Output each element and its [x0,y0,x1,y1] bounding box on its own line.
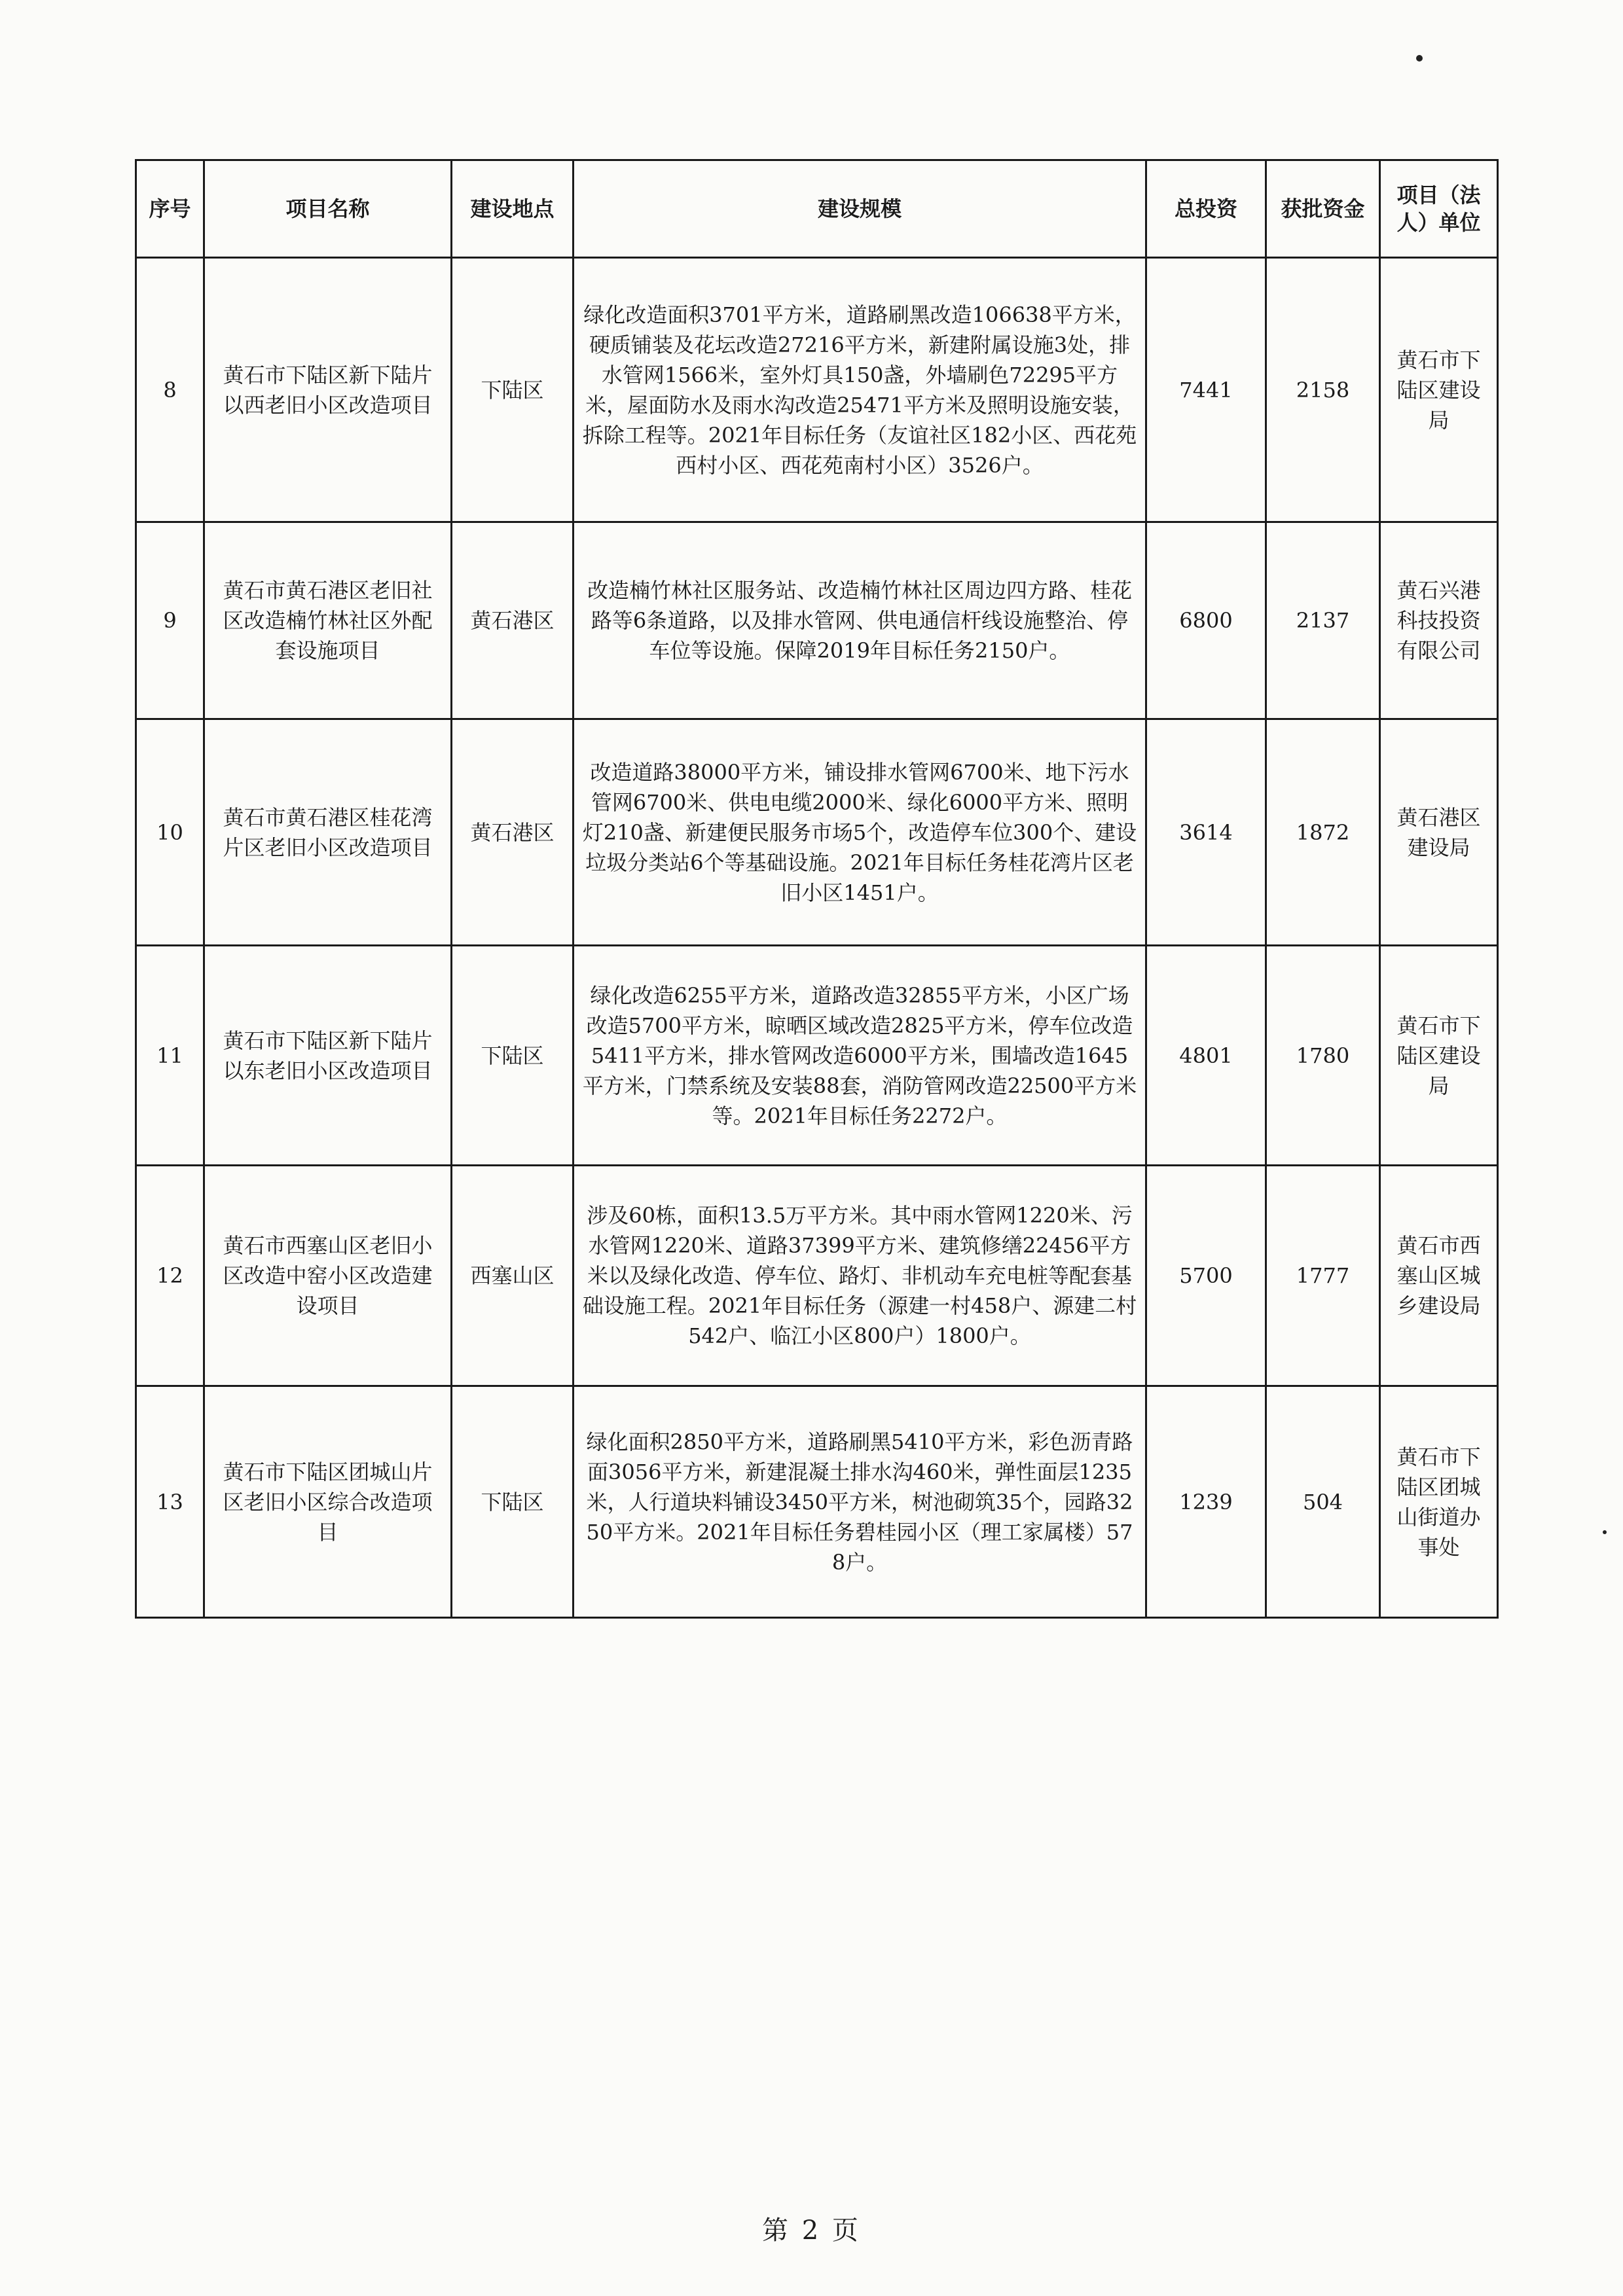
cell-location: 下陆区 [452,258,574,522]
cell-seq: 13 [136,1386,204,1618]
table-row [136,258,1498,522]
cell-name: 黄石市西塞山区老旧小区改造中窑小区改造建设项目 [204,1166,452,1386]
cell-location: 下陆区 [452,1386,574,1618]
cell-total: 1239 [1146,1386,1266,1618]
cell-name: 黄石市下陆区团城山片区老旧小区综合改造项目 [204,1386,452,1618]
cell-total: 6800 [1146,522,1266,719]
table-row [136,1166,1498,1386]
cell-unit: 黄石市下陆区建设局 [1380,258,1498,522]
cell-approved: 1777 [1266,1166,1380,1386]
cell-scale: 绿化改造6255平方米，道路改造32855平方米，小区广场改造5700平方米，晾晒区域改造2825平方米，停车位改造5411平方米，排水管网改造6000平方米，围墙改造1645平方米，门禁系统及安装88套，消防管网改造22500平方米等。2021年目标任务2272户。 [574,946,1146,1166]
cell-approved: 1780 [1266,946,1380,1166]
cell-unit: 黄石港区建设局 [1380,719,1498,946]
cell-name: 黄石市黄石港区桂花湾片区老旧小区改造项目 [204,719,452,946]
cell-approved: 2158 [1266,258,1380,522]
cell-seq: 11 [136,946,204,1166]
cell-name: 黄石市黄石港区老旧社区改造楠竹林社区外配套设施项目 [204,522,452,719]
header-total: 总投资 [1146,160,1266,258]
cell-approved: 1872 [1266,719,1380,946]
cell-scale: 绿化面积2850平方米，道路刷黑5410平方米，彩色沥青路面3056平方米，新建混凝土排水沟460米，弹性面层1235米，人行道块料铺设3450平方米，树池砌筑35个，园路3250平方米。2021年目标任务碧桂园小区（理工家属楼）578户。 [574,1386,1146,1618]
cell-unit: 黄石市下陆区建设局 [1380,946,1498,1166]
header-unit: 项目（法人）单位 [1380,160,1498,258]
header-row [136,160,1498,258]
cell-total: 5700 [1146,1166,1266,1386]
cell-location: 西塞山区 [452,1166,574,1386]
cell-total: 3614 [1146,719,1266,946]
cell-seq: 8 [136,258,204,522]
cell-total: 7441 [1146,258,1266,522]
cell-unit: 黄石市西塞山区城乡建设局 [1380,1166,1498,1386]
cell-scale: 绿化改造面积3701平方米，道路刷黑改造106638平方米，硬质铺装及花坛改造27216平方米，新建附属设施3处，排水管网1566米，室外灯具150盏，外墙刷色72295平方米，屋面防水及雨水沟改造25471平方米及照明设施安装，拆除工程等。2021年目标任务（友谊社区182小区、西花苑西村小区、西花苑南村小区）3526户。 [574,258,1146,522]
table-row [136,522,1498,719]
cell-scale: 改造楠竹林社区服务站、改造楠竹林社区周边四方路、桂花路等6条道路，以及排水管网、供电通信杆线设施整治、停车位等设施。保障2019年目标任务2150户。 [574,522,1146,719]
cell-total: 4801 [1146,946,1266,1166]
cell-unit: 黄石市下陆区团城山街道办事处 [1380,1386,1498,1618]
cell-location: 下陆区 [452,946,574,1166]
header-approved: 获批资金 [1266,160,1380,258]
header-scale: 建设规模 [574,160,1146,258]
scan-speck [1416,55,1423,62]
cell-seq: 10 [136,719,204,946]
cell-seq: 9 [136,522,204,719]
cell-location: 黄石港区 [452,719,574,946]
header-seq: 序号 [136,160,204,258]
cell-seq: 12 [136,1166,204,1386]
scan-speck [1603,1530,1607,1534]
cell-name: 黄石市下陆区新下陆片以东老旧小区改造项目 [204,946,452,1166]
cell-unit: 黄石兴港科技投资有限公司 [1380,522,1498,719]
cell-approved: 504 [1266,1386,1380,1618]
header-location: 建设地点 [452,160,574,258]
cell-location: 黄石港区 [452,522,574,719]
cell-approved: 2137 [1266,522,1380,719]
cell-scale: 涉及60栋，面积13.5万平方米。其中雨水管网1220米、污水管网1220米、道路37399平方米、建筑修缮22456平方米以及绿化改造、停车位、路灯、非机动车充电桩等配套基础设施工程。2021年目标任务（源建一村458户、源建二村542户、临江小区800户）1800户。 [574,1166,1146,1386]
page-number: 第 2 页 [762,2215,861,2246]
cell-scale: 改造道路38000平方米，铺设排水管网6700米、地下污水管网6700米、供电电缆2000米、绿化6000平方米、照明灯210盏、新建便民服务市场5个，改造停车位300个、建设垃圾分类站6个等基础设施。2021年目标任务桂花湾片区老旧小区1451户。 [574,719,1146,946]
table-row [136,946,1498,1166]
cell-name: 黄石市下陆区新下陆片以西老旧小区改造项目 [204,258,452,522]
header-name: 项目名称 [204,160,452,258]
table-row [136,719,1498,946]
table-row [136,1386,1498,1618]
project-table [135,159,1499,1619]
